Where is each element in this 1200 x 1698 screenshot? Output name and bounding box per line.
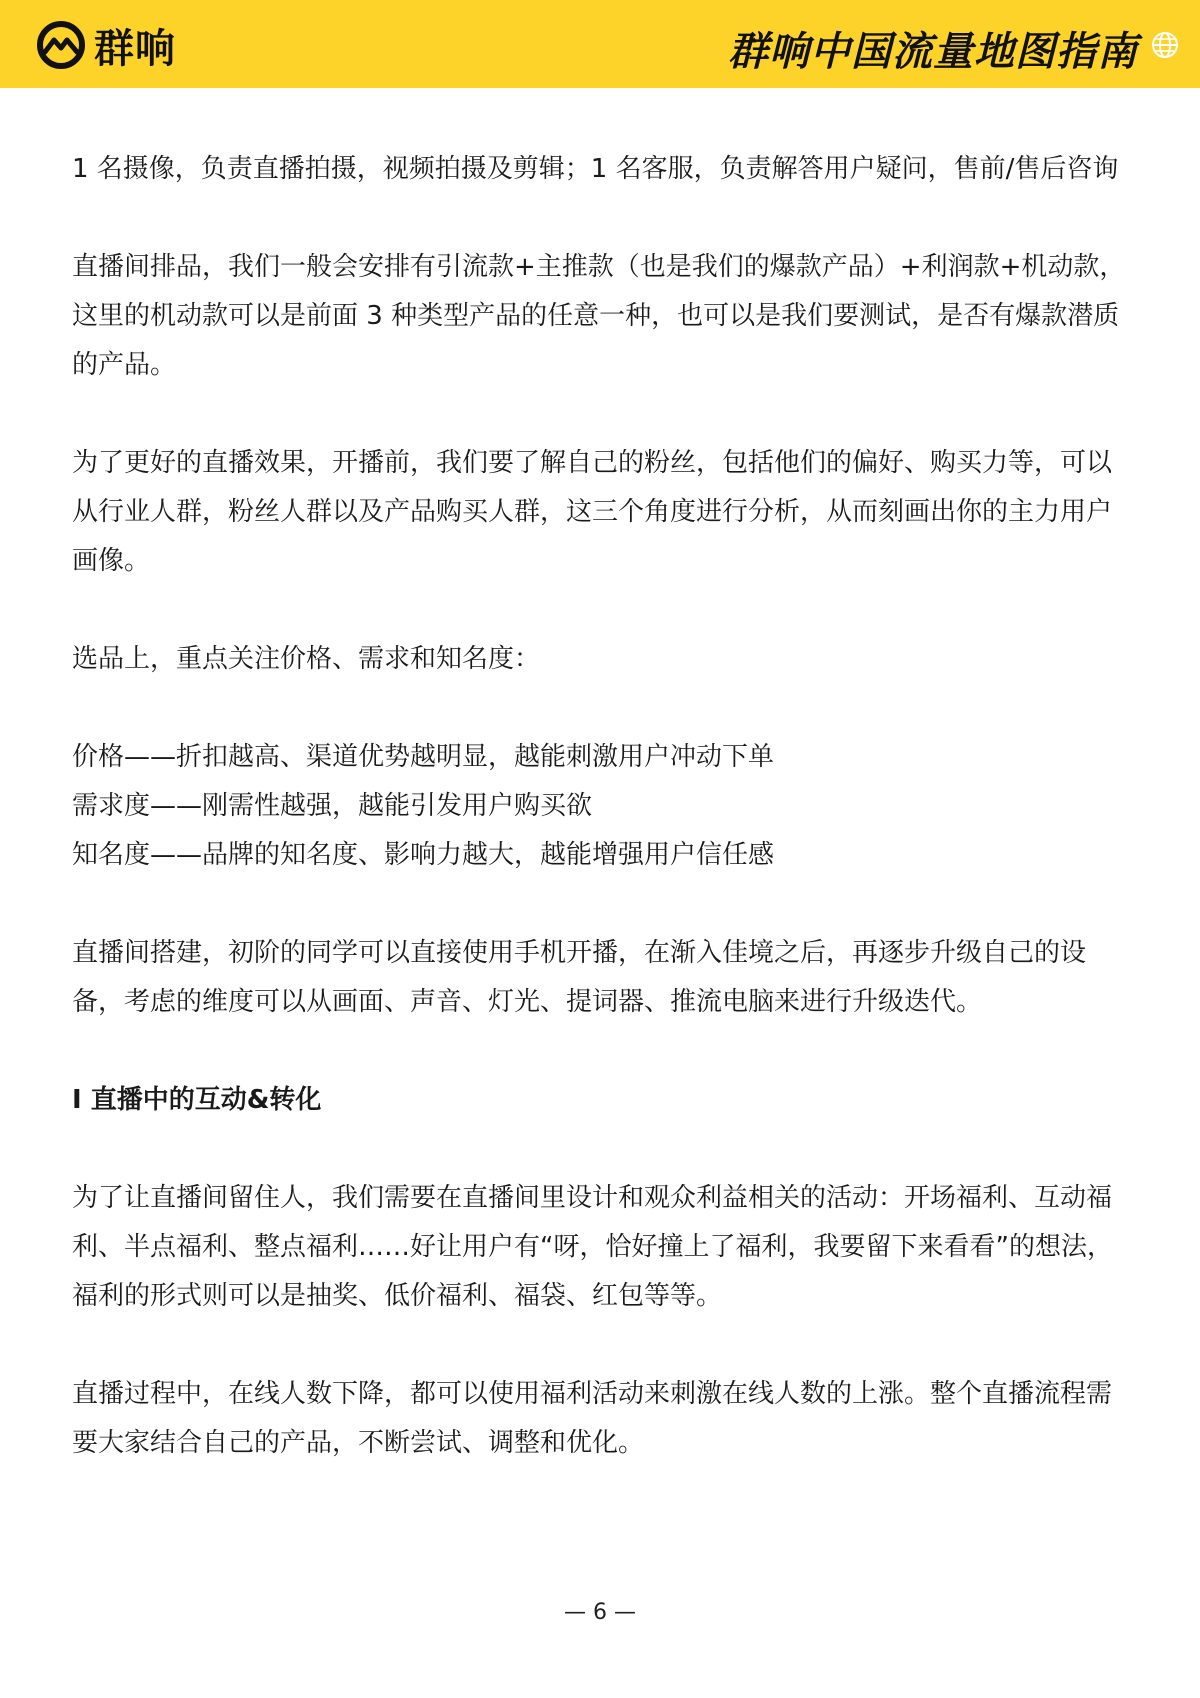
paragraph-staffing: 1 名摄像，负责直播拍摄，视频拍摄及剪辑；1 名客服，负责解答用户疑问，售前/售后咨询 [72,154,1119,184]
document-title: 群响中国流量地图指南 [728,29,1138,75]
paragraph-conversion: 直播过程中，在线人数下降，都可以使用福利活动来刺激在线人数的上涨。整个直播流程需要大家结合自己的产品，不断尝试、调整和优化。 [72,1379,1113,1458]
list-item: 价格——折扣越高、渠道优势越明显，越能刺激用户冲动下单 [72,742,775,772]
paragraph-audience-analysis: 为了更好的直播效果，开播前，我们要了解自己的粉丝，包括他们的偏好、购买力等，可以从行业人群，粉丝人群以及产品购买人群，这三个角度进行分析，从而刻画出你的主力用户画像。 [72,448,1113,576]
page-header [0,0,1200,88]
selection-criteria-list [72,733,1132,880]
logo-text: 群响 [94,25,176,72]
list-item: 需求度——刚需性越强，越能引发用户购买欲 [72,791,593,821]
page-content [72,145,1132,1517]
paragraph-interaction: 为了让直播间留住人，我们需要在直播间里设计和观众利益相关的活动：开场福利、互动福利、半点福利、整点福利……好让用户有“呀，恰好撞上了福利，我要留下来看看”的想法，福利的形式则可以是抽奖、低价福利、福袋、红包等等。 [72,1183,1113,1311]
logo-mark-icon [36,20,86,70]
list-item: 知名度——品牌的知名度、影响力越大，越能增强用户信任感 [72,840,775,870]
section-heading: I 直播中的互动&转化 [72,1085,322,1115]
paragraph-studio-setup: 直播间搭建，初阶的同学可以直接使用手机开播，在渐入佳境之后，再逐步升级自己的设备，考虑的维度可以从画面、声音、灯光、提词器、推流电脑来进行升级迭代。 [72,938,1087,1017]
paragraph-selection-intro: 选品上，重点关注价格、需求和知名度： [72,644,541,674]
page-number: — 6 — [564,1600,636,1625]
brand-logo [36,18,176,72]
paragraph-product-arrangement: 直播间排品，我们一般会安排有引流款+主推款（也是我们的爆款产品）+利润款+机动款，这里的机动款可以是前面 3 种类型产品的任意一种，也可以是我们要测试，是否有爆款潜质的产品。 [72,252,1126,380]
globe-icon [1150,30,1180,60]
